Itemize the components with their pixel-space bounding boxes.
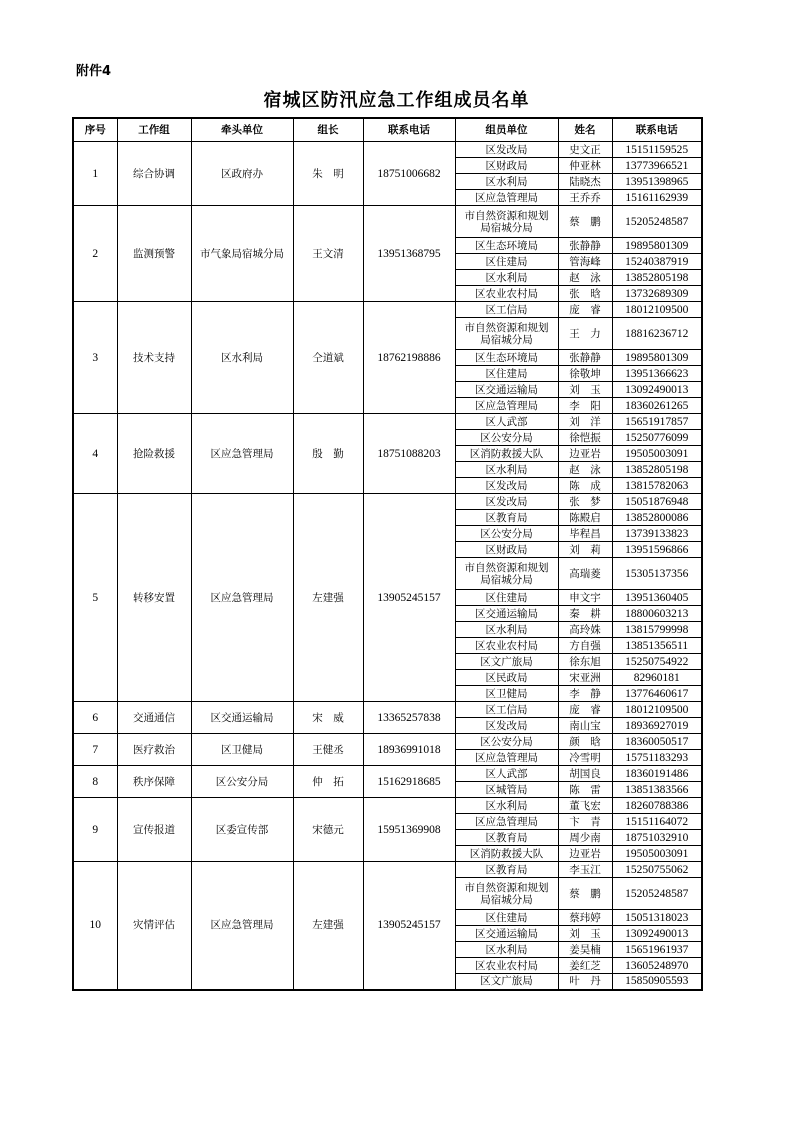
member-phone: 15051876948: [612, 494, 702, 510]
leader-phone: 13905245157: [363, 494, 455, 702]
member-phone: 13092490013: [612, 382, 702, 398]
member-unit: 区住建局: [455, 910, 558, 926]
table-row: [73, 494, 702, 510]
group-leader: 仝道斌: [293, 302, 363, 414]
lead-unit: 区交通运输局: [191, 702, 293, 734]
member-phone: 18360050517: [612, 734, 702, 750]
member-unit: 区消防救援大队: [455, 446, 558, 462]
member-phone: 13951360405: [612, 590, 702, 606]
member-unit: 区人武部: [455, 414, 558, 430]
lead-unit: 区卫健局: [191, 734, 293, 766]
member-name: 冷雪明: [558, 750, 612, 766]
member-unit: 区水利局: [455, 174, 558, 190]
member-name: 高瑞菱: [558, 558, 612, 590]
group-number: 10: [73, 862, 117, 990]
member-name: 李 阳: [558, 398, 612, 414]
member-phone: 15651917857: [612, 414, 702, 430]
member-name: 赵 泳: [558, 462, 612, 478]
member-unit: 区农业农村局: [455, 638, 558, 654]
member-name: 边亚岩: [558, 846, 612, 862]
table-row: [73, 734, 702, 750]
member-name: 刘 莉: [558, 542, 612, 558]
group-number: 8: [73, 766, 117, 798]
page-title: 宿城区防汛应急工作组成员名单: [263, 90, 530, 111]
member-phone: 18012109500: [612, 302, 702, 318]
table-row: [73, 862, 702, 878]
member-phone: 15850905593: [612, 974, 702, 990]
table-row: [73, 206, 702, 238]
member-unit: 区公安分局: [455, 734, 558, 750]
member-unit: 区农业农村局: [455, 958, 558, 974]
member-phone: 19895801309: [612, 238, 702, 254]
member-phone: 13739133823: [612, 526, 702, 542]
table-row: [73, 798, 702, 814]
member-unit: 区工信局: [455, 702, 558, 718]
group-leader: 左建强: [293, 862, 363, 990]
member-phone: 13092490013: [612, 926, 702, 942]
member-name: 卞 青: [558, 814, 612, 830]
member-name: 徐恺振: [558, 430, 612, 446]
member-unit: 区财政局: [455, 158, 558, 174]
member-unit: 区公安分局: [455, 526, 558, 542]
member-name: 边亚岩: [558, 446, 612, 462]
member-phone: 15651961937: [612, 942, 702, 958]
member-phone: 13951366623: [612, 366, 702, 382]
member-unit: 区消防救援大队: [455, 846, 558, 862]
member-unit: 区民政局: [455, 670, 558, 686]
member-phone: 18360191486: [612, 766, 702, 782]
member-unit: 区水利局: [455, 270, 558, 286]
member-phone: 15250755062: [612, 862, 702, 878]
member-unit: 区文广旅局: [455, 974, 558, 990]
member-phone: 13605248970: [612, 958, 702, 974]
member-unit: 区财政局: [455, 542, 558, 558]
member-unit: 区发改局: [455, 478, 558, 494]
header-name: 姓名: [558, 118, 612, 142]
member-name: 秦 耕: [558, 606, 612, 622]
attachment-label: 附件4: [76, 64, 112, 79]
lead-unit: 区应急管理局: [191, 862, 293, 990]
member-phone: 13852805198: [612, 270, 702, 286]
member-name: 李玉江: [558, 862, 612, 878]
member-unit: 区交通运输局: [455, 382, 558, 398]
member-name: 董飞宏: [558, 798, 612, 814]
leader-phone: 15162918685: [363, 766, 455, 798]
group-name: 医疗救治: [117, 734, 191, 766]
group-name: 综合协调: [117, 142, 191, 206]
member-phone: 13852805198: [612, 462, 702, 478]
lead-unit: 市气象局宿城分局: [191, 206, 293, 302]
group-leader: 左建强: [293, 494, 363, 702]
member-unit: 区发改局: [455, 718, 558, 734]
member-name: 陈 雷: [558, 782, 612, 798]
member-name: 徐东旭: [558, 654, 612, 670]
member-name: 张静静: [558, 238, 612, 254]
lead-unit: 区应急管理局: [191, 414, 293, 494]
lead-unit: 区政府办: [191, 142, 293, 206]
header-leader: 组长: [293, 118, 363, 142]
header-member-unit: 组员单位: [455, 118, 558, 142]
group-number: 6: [73, 702, 117, 734]
member-name: 刘 洋: [558, 414, 612, 430]
member-unit: 区交通运输局: [455, 606, 558, 622]
table-row: [73, 142, 702, 158]
member-name: 张 晗: [558, 286, 612, 302]
member-phone: 13815782063: [612, 478, 702, 494]
member-name: 陆晓杰: [558, 174, 612, 190]
member-unit: 区生态环境局: [455, 238, 558, 254]
member-phone: 15161162939: [612, 190, 702, 206]
member-unit: 区应急管理局: [455, 398, 558, 414]
member-name: 史文正: [558, 142, 612, 158]
member-name: 管海峰: [558, 254, 612, 270]
member-phone: 15240387919: [612, 254, 702, 270]
group-name: 宣传报道: [117, 798, 191, 862]
member-name: 张静静: [558, 350, 612, 366]
member-unit: 市自然资源和规划局宿城分局: [455, 206, 558, 238]
leader-phone: 18751088203: [363, 414, 455, 494]
member-unit: 区生态环境局: [455, 350, 558, 366]
header-lead-unit: 牵头单位: [191, 118, 293, 142]
member-name: 叶 丹: [558, 974, 612, 990]
member-unit: 区应急管理局: [455, 814, 558, 830]
group-number: 7: [73, 734, 117, 766]
group-leader: 宋 威: [293, 702, 363, 734]
member-name: 宋亚洲: [558, 670, 612, 686]
member-phone: 19895801309: [612, 350, 702, 366]
lead-unit: 区公安分局: [191, 766, 293, 798]
leader-phone: 13905245157: [363, 862, 455, 990]
group-name: 秩序保障: [117, 766, 191, 798]
member-phone: 13773966521: [612, 158, 702, 174]
member-phone: 15250776099: [612, 430, 702, 446]
group-number: 4: [73, 414, 117, 494]
member-phone: 18260788386: [612, 798, 702, 814]
member-unit: 区人武部: [455, 766, 558, 782]
member-name: 陈殿启: [558, 510, 612, 526]
member-phone: 15205248587: [612, 206, 702, 238]
leader-phone: 13951368795: [363, 206, 455, 302]
member-name: 陈 成: [558, 478, 612, 494]
member-name: 徐敬坤: [558, 366, 612, 382]
leader-phone: 18751006682: [363, 142, 455, 206]
member-phone: 18012109500: [612, 702, 702, 718]
member-unit: 区发改局: [455, 142, 558, 158]
member-phone: 18816236712: [612, 318, 702, 350]
member-unit: 区应急管理局: [455, 750, 558, 766]
member-name: 蔡玮婷: [558, 910, 612, 926]
group-leader: 殷 勤: [293, 414, 363, 494]
member-name: 高玲姝: [558, 622, 612, 638]
group-name: 技术支持: [117, 302, 191, 414]
member-phone: 15250754922: [612, 654, 702, 670]
table-row: [73, 702, 702, 718]
group-name: 灾情评估: [117, 862, 191, 990]
member-phone: 13852800086: [612, 510, 702, 526]
member-unit: 区教育局: [455, 830, 558, 846]
member-name: 王 力: [558, 318, 612, 350]
member-phone: 19505003091: [612, 846, 702, 862]
member-phone: 15151164072: [612, 814, 702, 830]
member-phone: 13951398965: [612, 174, 702, 190]
group-leader: 宋德元: [293, 798, 363, 862]
member-phone: 15151159525: [612, 142, 702, 158]
member-unit: 区住建局: [455, 366, 558, 382]
lead-unit: 区应急管理局: [191, 494, 293, 702]
member-name: 庞 睿: [558, 302, 612, 318]
member-unit: 区教育局: [455, 510, 558, 526]
member-phone: 15305137356: [612, 558, 702, 590]
member-name: 姜昊楠: [558, 942, 612, 958]
group-number: 3: [73, 302, 117, 414]
group-number: 1: [73, 142, 117, 206]
member-name: 庞 睿: [558, 702, 612, 718]
member-unit: 区水利局: [455, 942, 558, 958]
member-name: 王乔乔: [558, 190, 612, 206]
member-name: 方自强: [558, 638, 612, 654]
leader-phone: 18936991018: [363, 734, 455, 766]
member-name: 毕程昌: [558, 526, 612, 542]
table-header-row: [73, 118, 702, 142]
member-name: 仲亚林: [558, 158, 612, 174]
member-phone: 18936927019: [612, 718, 702, 734]
member-phone: 13951596866: [612, 542, 702, 558]
member-unit: 区文广旅局: [455, 654, 558, 670]
member-name: 姜红芝: [558, 958, 612, 974]
member-phone: 15205248587: [612, 878, 702, 910]
member-unit: 区应急管理局: [455, 190, 558, 206]
member-unit: 区农业农村局: [455, 286, 558, 302]
group-name: 交通通信: [117, 702, 191, 734]
table-row: [73, 302, 702, 318]
member-phone: 15051318023: [612, 910, 702, 926]
leader-phone: 13365257838: [363, 702, 455, 734]
header-no: 序号: [73, 118, 117, 142]
lead-unit: 区委宣传部: [191, 798, 293, 862]
header-phone: 联系电话: [363, 118, 455, 142]
member-unit: 区城管局: [455, 782, 558, 798]
lead-unit: 区水利局: [191, 302, 293, 414]
group-name: 转移安置: [117, 494, 191, 702]
header-group: 工作组: [117, 118, 191, 142]
member-name: 蔡 鹏: [558, 206, 612, 238]
member-name: 刘 玉: [558, 382, 612, 398]
group-leader: 朱 明: [293, 142, 363, 206]
member-name: 周少南: [558, 830, 612, 846]
member-table: [72, 117, 703, 991]
table-row: [73, 766, 702, 782]
member-name: 刘 玉: [558, 926, 612, 942]
member-name: 蔡 鹏: [558, 878, 612, 910]
group-number: 9: [73, 798, 117, 862]
member-name: 南山宝: [558, 718, 612, 734]
member-name: 申文宇: [558, 590, 612, 606]
member-unit: 区交通运输局: [455, 926, 558, 942]
member-name: 颜 晗: [558, 734, 612, 750]
member-unit: 区教育局: [455, 862, 558, 878]
member-unit: 区水利局: [455, 798, 558, 814]
group-number: 5: [73, 494, 117, 702]
member-unit: 区发改局: [455, 494, 558, 510]
member-unit: 区住建局: [455, 590, 558, 606]
member-phone: 19505003091: [612, 446, 702, 462]
group-number: 2: [73, 206, 117, 302]
member-phone: 82960181: [612, 670, 702, 686]
member-phone: 13776460617: [612, 686, 702, 702]
member-name: 赵 泳: [558, 270, 612, 286]
member-phone: 18800603213: [612, 606, 702, 622]
leader-phone: 18762198886: [363, 302, 455, 414]
group-name: 监测预警: [117, 206, 191, 302]
member-name: 张 梦: [558, 494, 612, 510]
member-unit: 区卫健局: [455, 686, 558, 702]
leader-phone: 15951369908: [363, 798, 455, 862]
member-unit: 区住建局: [455, 254, 558, 270]
member-name: 李 静: [558, 686, 612, 702]
member-unit: 区工信局: [455, 302, 558, 318]
table-row: [73, 414, 702, 430]
member-phone: 18751032910: [612, 830, 702, 846]
member-phone: 15751183293: [612, 750, 702, 766]
group-leader: 王文清: [293, 206, 363, 302]
member-name: 胡国良: [558, 766, 612, 782]
member-unit: 市自然资源和规划局宿城分局: [455, 318, 558, 350]
member-phone: 13732689309: [612, 286, 702, 302]
group-name: 抢险救援: [117, 414, 191, 494]
member-unit: 市自然资源和规划局宿城分局: [455, 558, 558, 590]
member-unit: 区公安分局: [455, 430, 558, 446]
member-phone: 13851383566: [612, 782, 702, 798]
member-unit: 区水利局: [455, 622, 558, 638]
member-unit: 市自然资源和规划局宿城分局: [455, 878, 558, 910]
member-unit: 区水利局: [455, 462, 558, 478]
header-member-phone: 联系电话: [612, 118, 702, 142]
member-phone: 13815799998: [612, 622, 702, 638]
group-leader: 仲 拓: [293, 766, 363, 798]
group-leader: 王健丞: [293, 734, 363, 766]
member-phone: 13851356511: [612, 638, 702, 654]
member-phone: 18360261265: [612, 398, 702, 414]
